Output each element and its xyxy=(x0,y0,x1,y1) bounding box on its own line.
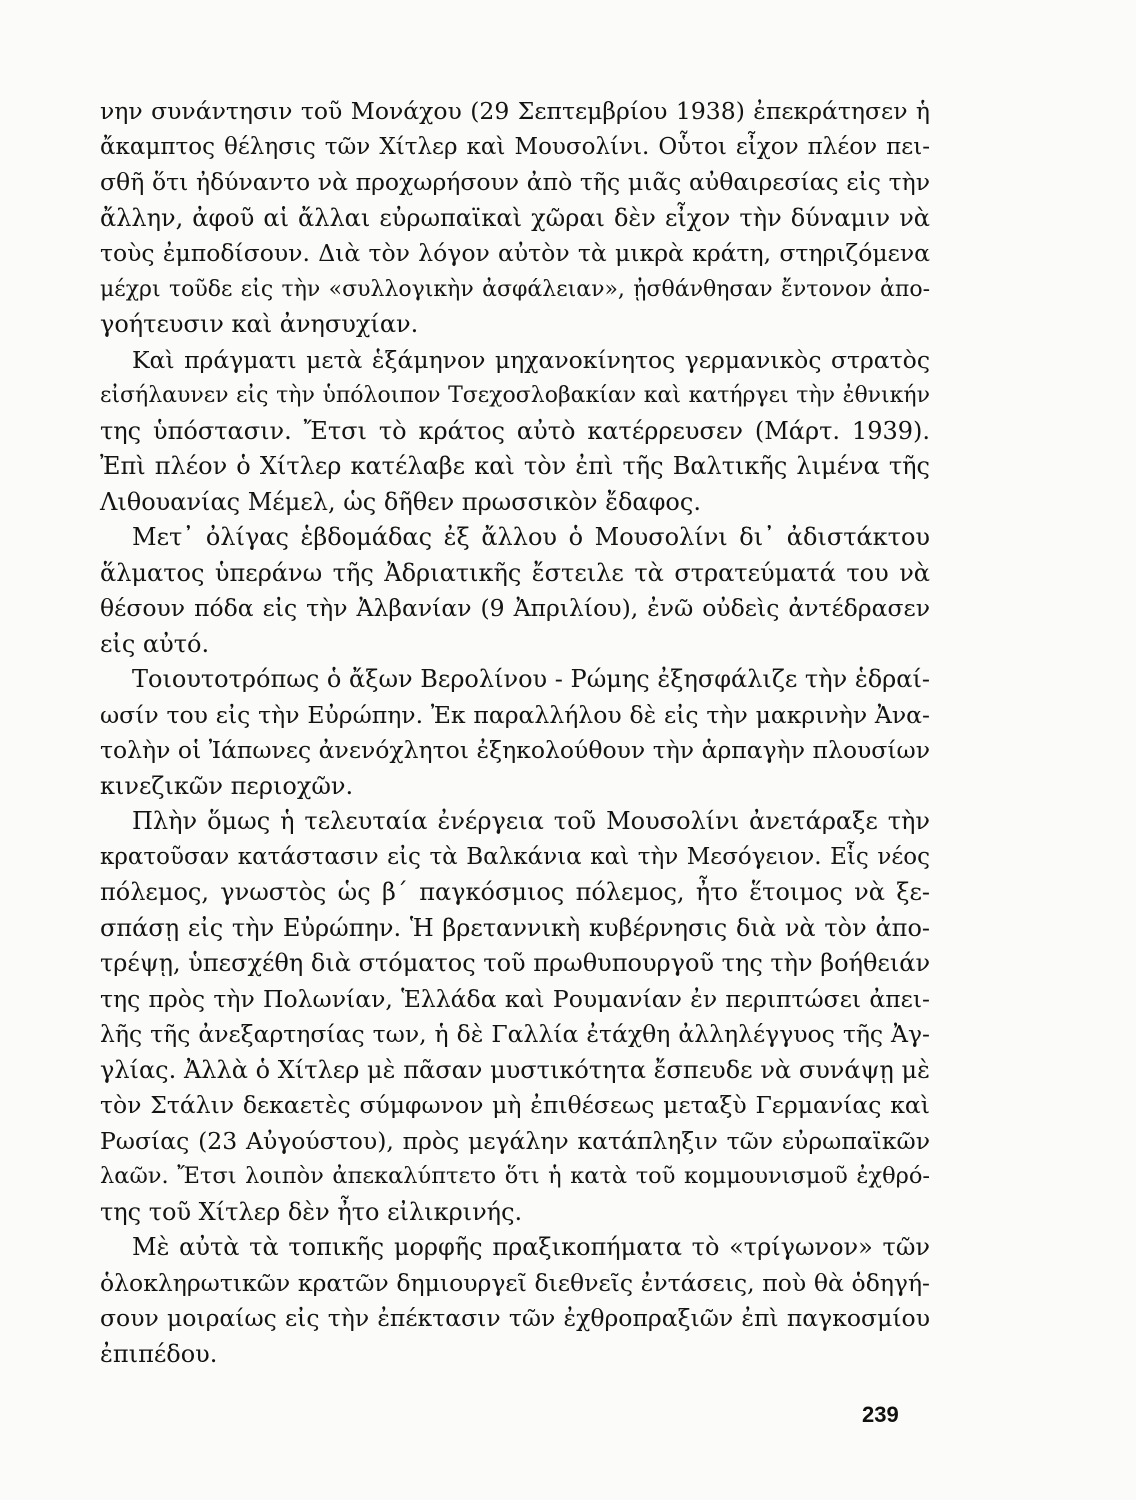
text-line: Τοιουτοτρόπως ὁ ἄξων Βερολίνου - Ρώμης ἐξησφάλιζε τὴν ἑδραί- xyxy=(132,665,930,693)
text-line: τὸν Στάλιν δεκαετὲς σύμφωνον μὴ ἐπιθέσεως μεταξὺ Γερμανίας καὶ xyxy=(100,1091,930,1119)
page-number: 239 xyxy=(862,1402,899,1427)
text-line: εἰσήλαυνεν εἰς τὴν ὑπόλοιπον Τσεχοσλοβακίαν καὶ κατήργει τὴν ἐθνικήν xyxy=(100,383,930,408)
text-line: μέχρι τοῦδε εἰς τὴν «συλλογικὴν ἀσφάλειαν», ᾐσθάνθησαν ἔντονον ἀπο- xyxy=(100,276,930,302)
paragraph xyxy=(100,662,930,804)
text-line: τοὺς ἐμποδίσουν. Διὰ τὸν λόγον αὐτὸν τὰ μικρὰ κράτη, στηριζόμενα xyxy=(100,239,930,267)
paragraph xyxy=(100,343,930,521)
text-line: θέσουν πόδα εἰς τὴν Ἀλβανίαν (9 Ἀπριλίου), ἐνῶ οὐδεὶς ἀντέδρασεν xyxy=(100,594,930,622)
text-line: Ἐπὶ πλέον ὁ Χίτλερ κατέλαβε καὶ τὸν ἐπὶ τῆς Βαλτικῆς λιμένα τῆς xyxy=(100,452,930,480)
text-line: Μὲ αὐτὰ τὰ τοπικῆς μορφῆς πραξικοπήματα τὸ «τρίγωνον» τῶν xyxy=(132,1233,930,1261)
text-line: Ρωσίας (23 Αὐγούστου), πρὸς μεγάλην κατάπληξιν τῶν εὐρωπαϊκῶν xyxy=(100,1126,930,1155)
text-line: ἄλλην, ἀφοῦ αἱ ἄλλαι εὐρωπαϊκαὶ χῶραι δὲν εἶχον τὴν δύναμιν νὰ xyxy=(100,203,930,232)
text-line: νην συνάντησιν τοῦ Μονάχου (29 Σεπτεμβρίου 1938) ἐπεκράτησεν ἡ xyxy=(100,97,930,125)
paragraph xyxy=(100,804,930,1230)
text-line: κινεζικῶν περιοχῶν. xyxy=(100,771,354,800)
text-line: σουν μοιραίως εἰς τὴν ἐπέκτασιν τῶν ἐχθροπραξιῶν ἐπὶ παγκοσμίου xyxy=(100,1304,930,1332)
text-line: της ὑπόστασιν. Ἔτσι τὸ κράτος αὐτὸ κατέρρευσεν (Μάρτ. 1939). xyxy=(100,416,930,445)
text-line: σθῆ ὅτι ἠδύναντο νὰ προχωρήσουν ἀπὸ τῆς μιᾶς αὐθαιρεσίας εἰς τὴν xyxy=(100,168,930,196)
text-line: ωσίν του εἰς τὴν Εὐρώπην. Ἐκ παραλλήλου δὲ εἰς τὴν μακρινὴν Ἀνα- xyxy=(100,700,930,729)
text-line: Πλὴν ὅμως ἡ τελευταία ἐνέργεια τοῦ Μουσολίνι ἀνετάραξε τὴν xyxy=(132,807,930,835)
text-line: κρατοῦσαν κατάστασιν εἰς τὰ Βαλκάνια καὶ τὴν Μεσόγειον. Εἷς νέος xyxy=(100,843,930,870)
text-line: ἅλματος ὑπεράνω τῆς Ἀδριατικῆς ἔστειλε τὰ στρατεύματά του νὰ xyxy=(100,558,930,587)
paragraph xyxy=(100,520,930,662)
text-line: σπάσῃ εἰς τὴν Εὐρώπην. Ἡ βρεταννικὴ κυβέρνησις διὰ νὰ τὸν ἀπο- xyxy=(100,913,930,942)
text-line: Καὶ πράγματι μετὰ ἑξάμηνον μηχανοκίνητος γερμανικὸς στρατὸς xyxy=(132,345,930,374)
text-line: λαῶν. Ἔτσι λοιπὸν ἀπεκαλύπτετο ὅτι ἡ κατὰ τοῦ κομμουνισμοῦ ἐχθρό- xyxy=(100,1163,930,1189)
text-line: τρέψῃ, ὑπεσχέθη διὰ στόματος τοῦ πρωθυπουργοῦ της τὴν βοήθειάν xyxy=(100,949,931,977)
text-line: ἄκαμπτος θέλησις τῶν Χίτλερ καὶ Μουσολίνι. Οὗτοι εἶχον πλέον πει- xyxy=(100,133,930,160)
text-line: εἰς αὐτό. xyxy=(100,629,210,658)
paragraph xyxy=(100,1230,930,1372)
text-line: τολὴν οἱ Ἰάπωνες ἀνενόχλητοι ἐξηκολούθουν τὴν ἁρπαγὴν πλουσίων xyxy=(100,736,930,764)
text-line: της τοῦ Χίτλερ δὲν ἦτο εἰλικρινής. xyxy=(100,1197,523,1226)
text-line: ἐπιπέδου. xyxy=(100,1339,218,1368)
text-line: γλίας. Ἀλλὰ ὁ Χίτλερ μὲ πᾶσαν μυστικότητα ἔσπευδε νὰ συνάψῃ μὲ xyxy=(100,1055,930,1084)
text-line: της πρὸς τὴν Πολωνίαν, Ἑλλάδα καὶ Ρουμανίαν ἐν περιπτώσει ἀπει- xyxy=(100,984,930,1013)
text-line: πόλεμος, γνωστὸς ὡς β΄ παγκόσμιος πόλεμος, ἦτο ἕτοιμος νὰ ξε- xyxy=(100,878,930,906)
text-line: λῆς τῆς ἀνεξαρτησίας των, ἡ δὲ Γαλλία ἐτάχθη ἀλληλέγγυος τῆς Ἀγ- xyxy=(100,1020,930,1048)
text-line: ὁλοκληρωτικῶν κρατῶν δημιουργεῖ διεθνεῖς ἐντάσεις, ποὺ θὰ ὁδηγή- xyxy=(100,1268,930,1297)
body-text xyxy=(100,94,930,1372)
text-line: Μετ᾿ ὀλίγας ἑβδομάδας ἐξ ἄλλου ὁ Μουσολίνι δι᾿ ἀδιστάκτου xyxy=(132,523,930,551)
text-line: γοήτευσιν καὶ ἀνησυχίαν. xyxy=(100,310,419,338)
text-line: Λιθουανίας Μέμελ, ὡς δῆθεν πρωσσικὸν ἔδαφος. xyxy=(100,487,701,516)
paragraph xyxy=(100,94,930,343)
